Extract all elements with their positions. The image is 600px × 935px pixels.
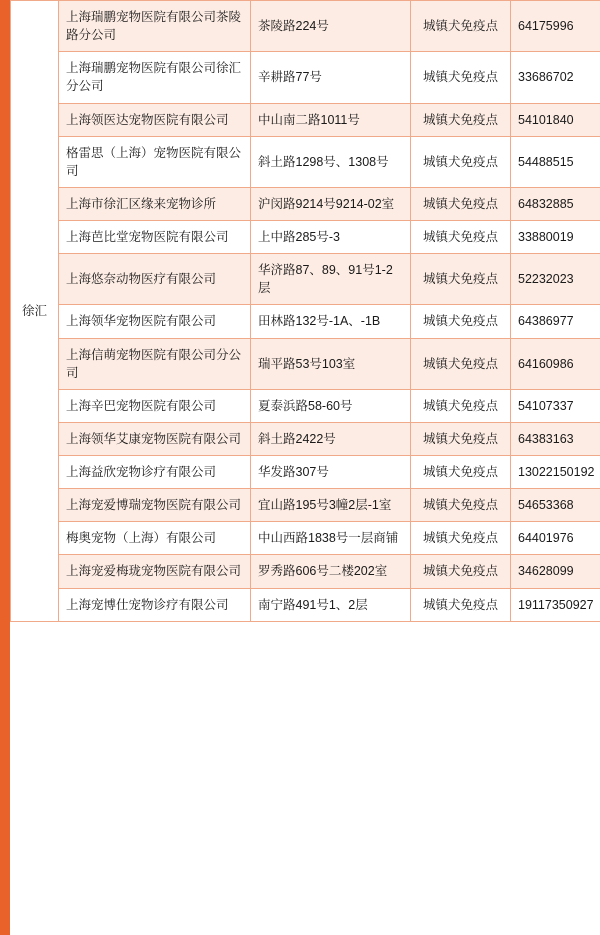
clinic-type-cell: 城镇犬免疫点 xyxy=(411,456,511,489)
district-cell: 徐汇 xyxy=(11,1,59,622)
table-row xyxy=(11,305,600,338)
clinic-name-cell: 上海瑞鹏宠物医院有限公司徐汇分公司 xyxy=(59,52,251,103)
clinic-phone-cell: 64175996 xyxy=(511,1,600,52)
clinic-name-cell: 梅奥宠物（上海）有限公司 xyxy=(59,522,251,555)
table-row xyxy=(11,187,600,220)
clinic-name-cell: 上海芭比堂宠物医院有限公司 xyxy=(59,221,251,254)
clinic-name-cell: 上海宠博仕宠物诊疗有限公司 xyxy=(59,588,251,621)
clinic-name-cell: 上海益欣宠物诊疗有限公司 xyxy=(59,456,251,489)
table-row xyxy=(11,136,600,187)
clinic-type-cell: 城镇犬免疫点 xyxy=(411,103,511,136)
clinic-name-cell: 上海领医达宠物医院有限公司 xyxy=(59,103,251,136)
clinic-name-cell: 上海宠爱梅珑宠物医院有限公司 xyxy=(59,555,251,588)
table-row xyxy=(11,1,600,52)
clinic-name-cell: 上海领华艾康宠物医院有限公司 xyxy=(59,422,251,455)
clinic-address-cell: 斜土路1298号、1308号 xyxy=(251,136,411,187)
clinic-address-cell: 中山南二路1011号 xyxy=(251,103,411,136)
clinic-type-cell: 城镇犬免疫点 xyxy=(411,305,511,338)
clinic-address-cell: 华发路307号 xyxy=(251,456,411,489)
clinic-phone-cell: 19117350927 xyxy=(511,588,600,621)
clinic-phone-cell: 54653368 xyxy=(511,489,600,522)
clinic-phone-cell: 13022150192 xyxy=(511,456,600,489)
clinic-address-cell: 华济路87、89、91号1-2层 xyxy=(251,254,411,305)
clinic-type-cell: 城镇犬免疫点 xyxy=(411,489,511,522)
clinic-phone-cell: 52232023 xyxy=(511,254,600,305)
clinic-address-cell: 瑞平路53号103室 xyxy=(251,338,411,389)
clinic-phone-cell: 64160986 xyxy=(511,338,600,389)
clinic-address-cell: 宜山路195号3幢2层-1室 xyxy=(251,489,411,522)
clinic-name-cell: 上海市徐汇区缘来宠物诊所 xyxy=(59,187,251,220)
left-accent-bar xyxy=(0,0,10,935)
clinic-type-cell: 城镇犬免疫点 xyxy=(411,254,511,305)
table-row xyxy=(11,221,600,254)
clinic-address-cell: 上中路285号-3 xyxy=(251,221,411,254)
clinic-name-cell: 上海辛巴宠物医院有限公司 xyxy=(59,389,251,422)
table-row xyxy=(11,588,600,621)
clinic-phone-cell: 54107337 xyxy=(511,389,600,422)
clinic-address-cell: 田林路132号-1A、-1B xyxy=(251,305,411,338)
clinic-type-cell: 城镇犬免疫点 xyxy=(411,221,511,254)
clinic-address-cell: 茶陵路224号 xyxy=(251,1,411,52)
clinic-phone-cell: 64383163 xyxy=(511,422,600,455)
clinic-type-cell: 城镇犬免疫点 xyxy=(411,422,511,455)
table-row xyxy=(11,254,600,305)
clinic-address-cell: 辛耕路77号 xyxy=(251,52,411,103)
clinic-type-cell: 城镇犬免疫点 xyxy=(411,555,511,588)
clinic-type-cell: 城镇犬免疫点 xyxy=(411,52,511,103)
clinic-name-cell: 上海瑞鹏宠物医院有限公司茶陵路分公司 xyxy=(59,1,251,52)
clinic-type-cell: 城镇犬免疫点 xyxy=(411,187,511,220)
clinic-name-cell: 上海信萌宠物医院有限公司分公司 xyxy=(59,338,251,389)
clinic-phone-cell: 54488515 xyxy=(511,136,600,187)
clinic-name-cell: 上海领华宠物医院有限公司 xyxy=(59,305,251,338)
table-body xyxy=(11,1,600,622)
clinic-name-cell: 上海宠爱博瑞宠物医院有限公司 xyxy=(59,489,251,522)
clinic-phone-cell: 64386977 xyxy=(511,305,600,338)
clinic-phone-cell: 33880019 xyxy=(511,221,600,254)
clinic-address-cell: 中山西路1838号一层商铺 xyxy=(251,522,411,555)
clinic-name-cell: 格雷思（上海）宠物医院有限公司 xyxy=(59,136,251,187)
table-container xyxy=(10,0,600,622)
clinic-address-cell: 罗秀路606号二楼202室 xyxy=(251,555,411,588)
clinic-type-cell: 城镇犬免疫点 xyxy=(411,389,511,422)
clinic-phone-cell: 64832885 xyxy=(511,187,600,220)
clinic-address-cell: 南宁路491号1、2层 xyxy=(251,588,411,621)
clinic-type-cell: 城镇犬免疫点 xyxy=(411,338,511,389)
clinic-phone-cell: 33686702 xyxy=(511,52,600,103)
clinic-phone-cell: 34628099 xyxy=(511,555,600,588)
clinic-type-cell: 城镇犬免疫点 xyxy=(411,522,511,555)
table-row xyxy=(11,489,600,522)
immunization-points-table xyxy=(10,0,600,622)
clinic-phone-cell: 54101840 xyxy=(511,103,600,136)
table-row xyxy=(11,103,600,136)
clinic-address-cell: 斜土路2422号 xyxy=(251,422,411,455)
clinic-phone-cell: 64401976 xyxy=(511,522,600,555)
clinic-type-cell: 城镇犬免疫点 xyxy=(411,136,511,187)
clinic-type-cell: 城镇犬免疫点 xyxy=(411,588,511,621)
table-row xyxy=(11,522,600,555)
clinic-type-cell: 城镇犬免疫点 xyxy=(411,1,511,52)
table-row xyxy=(11,52,600,103)
table-row xyxy=(11,338,600,389)
table-row xyxy=(11,389,600,422)
table-row xyxy=(11,456,600,489)
table-row xyxy=(11,555,600,588)
clinic-address-cell: 沪闵路9214号9214-02室 xyxy=(251,187,411,220)
table-row xyxy=(11,422,600,455)
clinic-name-cell: 上海悠奈动物医疗有限公司 xyxy=(59,254,251,305)
clinic-address-cell: 夏泰浜路58-60号 xyxy=(251,389,411,422)
